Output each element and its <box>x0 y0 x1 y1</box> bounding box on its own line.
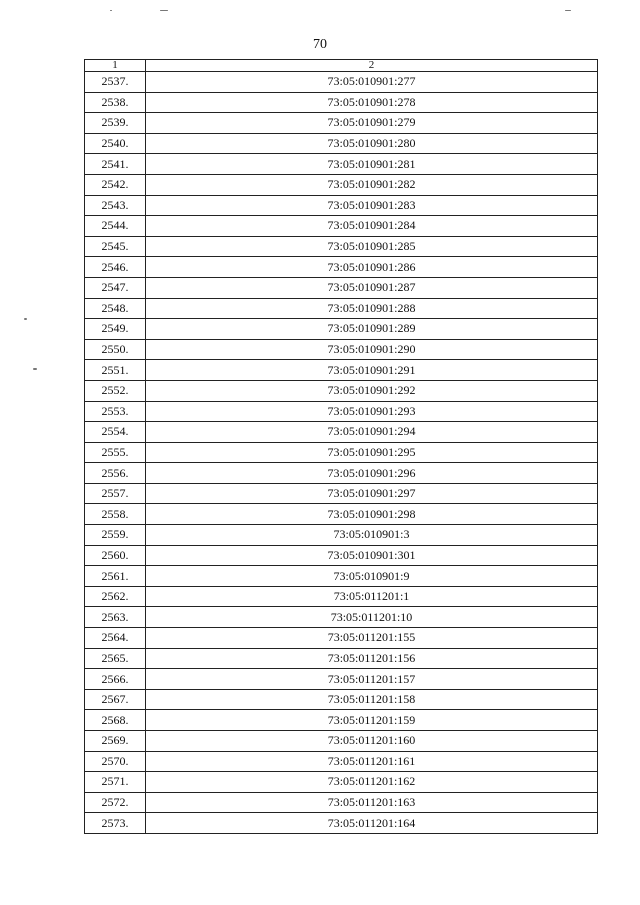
table-row <box>85 216 598 237</box>
cadastral-number-cell: 73:05:011201:164 <box>146 813 598 834</box>
row-number-cell: 2556. <box>85 463 146 484</box>
row-number-cell: 2551. <box>85 360 146 381</box>
table-row <box>85 195 598 216</box>
row-number-cell: 2566. <box>85 669 146 690</box>
table-row <box>85 442 598 463</box>
cadastral-number-cell: 73:05:010901:286 <box>146 257 598 278</box>
row-number-cell: 2540. <box>85 133 146 154</box>
table-row <box>85 648 598 669</box>
cadastral-number-cell: 73:05:011201:157 <box>146 669 598 690</box>
row-number-cell: 2549. <box>85 319 146 340</box>
cadastral-number-cell: 73:05:010901:9 <box>146 566 598 587</box>
cadastral-number-cell: 73:05:010901:301 <box>146 545 598 566</box>
table-row <box>85 772 598 793</box>
table-header-row <box>85 60 598 72</box>
table-row <box>85 689 598 710</box>
row-number-cell: 2544. <box>85 216 146 237</box>
column-header-number: 1 <box>85 60 146 72</box>
row-number-cell: 2553. <box>85 401 146 422</box>
table-row <box>85 401 598 422</box>
table-row <box>85 360 598 381</box>
cadastral-number-cell: 73:05:010901:278 <box>146 92 598 113</box>
cadastral-number-cell: 73:05:010901:289 <box>146 319 598 340</box>
cadastral-number-cell: 73:05:011201:162 <box>146 772 598 793</box>
row-number-cell: 2571. <box>85 772 146 793</box>
cadastral-number-cell: 73:05:011201:161 <box>146 751 598 772</box>
cadastral-number-cell: 73:05:010901:277 <box>146 72 598 93</box>
cadastral-number-cell: 73:05:010901:284 <box>146 216 598 237</box>
table-row <box>85 792 598 813</box>
row-number-cell: 2550. <box>85 339 146 360</box>
table-row <box>85 298 598 319</box>
column-header-code: 2 <box>146 60 598 72</box>
table-row <box>85 463 598 484</box>
registry-table-body <box>85 60 598 834</box>
cadastral-number-cell: 73:05:011201:159 <box>146 710 598 731</box>
cadastral-number-cell: 73:05:010901:296 <box>146 463 598 484</box>
cadastral-number-cell: 73:05:011201:1 <box>146 586 598 607</box>
scan-speck <box>565 10 571 11</box>
table-row <box>85 154 598 175</box>
table-row <box>85 236 598 257</box>
row-number-cell: 2541. <box>85 154 146 175</box>
cadastral-number-cell: 73:05:010901:292 <box>146 380 598 401</box>
table-row <box>85 133 598 154</box>
row-number-cell: 2554. <box>85 422 146 443</box>
cadastral-number-cell: 73:05:011201:155 <box>146 628 598 649</box>
table-row <box>85 174 598 195</box>
table-row <box>85 545 598 566</box>
table-row <box>85 319 598 340</box>
table-row <box>85 72 598 93</box>
table-row <box>85 607 598 628</box>
table-row <box>85 277 598 298</box>
page-number: 70 <box>313 37 327 52</box>
row-number-cell: 2568. <box>85 710 146 731</box>
row-number-cell: 2543. <box>85 195 146 216</box>
cadastral-number-cell: 73:05:010901:285 <box>146 236 598 257</box>
registry-table <box>84 59 598 834</box>
cadastral-number-cell: 73:05:010901:282 <box>146 174 598 195</box>
cadastral-number-cell: 73:05:010901:298 <box>146 504 598 525</box>
table-row <box>85 504 598 525</box>
cadastral-number-cell: 73:05:010901:293 <box>146 401 598 422</box>
cadastral-number-cell: 73:05:010901:294 <box>146 422 598 443</box>
row-number-cell: 2564. <box>85 628 146 649</box>
row-number-cell: 2537. <box>85 72 146 93</box>
cadastral-number-cell: 73:05:011201:158 <box>146 689 598 710</box>
scan-speck <box>24 318 27 320</box>
row-number-cell: 2558. <box>85 504 146 525</box>
row-number-cell: 2539. <box>85 113 146 134</box>
cadastral-number-cell: 73:05:010901:288 <box>146 298 598 319</box>
row-number-cell: 2570. <box>85 751 146 772</box>
table-row <box>85 92 598 113</box>
scan-speck <box>160 10 168 11</box>
row-number-cell: 2569. <box>85 731 146 752</box>
cadastral-number-cell: 73:05:011201:10 <box>146 607 598 628</box>
cadastral-number-cell: 73:05:010901:295 <box>146 442 598 463</box>
cadastral-number-cell: 73:05:010901:281 <box>146 154 598 175</box>
table-row <box>85 483 598 504</box>
row-number-cell: 2557. <box>85 483 146 504</box>
table-row <box>85 113 598 134</box>
row-number-cell: 2565. <box>85 648 146 669</box>
table-row <box>85 710 598 731</box>
table-row <box>85 628 598 649</box>
row-number-cell: 2552. <box>85 380 146 401</box>
table-row <box>85 566 598 587</box>
cadastral-number-cell: 73:05:010901:3 <box>146 525 598 546</box>
scan-speck <box>110 10 112 11</box>
row-number-cell: 2538. <box>85 92 146 113</box>
row-number-cell: 2572. <box>85 792 146 813</box>
cadastral-number-cell: 73:05:010901:280 <box>146 133 598 154</box>
scan-speck <box>33 368 37 370</box>
cadastral-number-cell: 73:05:010901:291 <box>146 360 598 381</box>
cadastral-number-cell: 73:05:010901:283 <box>146 195 598 216</box>
cadastral-number-cell: 73:05:011201:160 <box>146 731 598 752</box>
table-row <box>85 731 598 752</box>
row-number-cell: 2573. <box>85 813 146 834</box>
table-row <box>85 525 598 546</box>
table-row <box>85 257 598 278</box>
row-number-cell: 2542. <box>85 174 146 195</box>
row-number-cell: 2555. <box>85 442 146 463</box>
cadastral-number-cell: 73:05:010901:279 <box>146 113 598 134</box>
cadastral-number-cell: 73:05:010901:290 <box>146 339 598 360</box>
row-number-cell: 2563. <box>85 607 146 628</box>
row-number-cell: 2545. <box>85 236 146 257</box>
table-row <box>85 669 598 690</box>
cadastral-number-cell: 73:05:011201:156 <box>146 648 598 669</box>
cadastral-number-cell: 73:05:010901:287 <box>146 277 598 298</box>
cadastral-number-cell: 73:05:010901:297 <box>146 483 598 504</box>
row-number-cell: 2567. <box>85 689 146 710</box>
cadastral-number-cell: 73:05:011201:163 <box>146 792 598 813</box>
row-number-cell: 2548. <box>85 298 146 319</box>
row-number-cell: 2547. <box>85 277 146 298</box>
row-number-cell: 2546. <box>85 257 146 278</box>
table-row <box>85 339 598 360</box>
table-row <box>85 586 598 607</box>
table-row <box>85 751 598 772</box>
row-number-cell: 2562. <box>85 586 146 607</box>
row-number-cell: 2561. <box>85 566 146 587</box>
table-row <box>85 380 598 401</box>
row-number-cell: 2560. <box>85 545 146 566</box>
table-row <box>85 422 598 443</box>
row-number-cell: 2559. <box>85 525 146 546</box>
table-row <box>85 813 598 834</box>
